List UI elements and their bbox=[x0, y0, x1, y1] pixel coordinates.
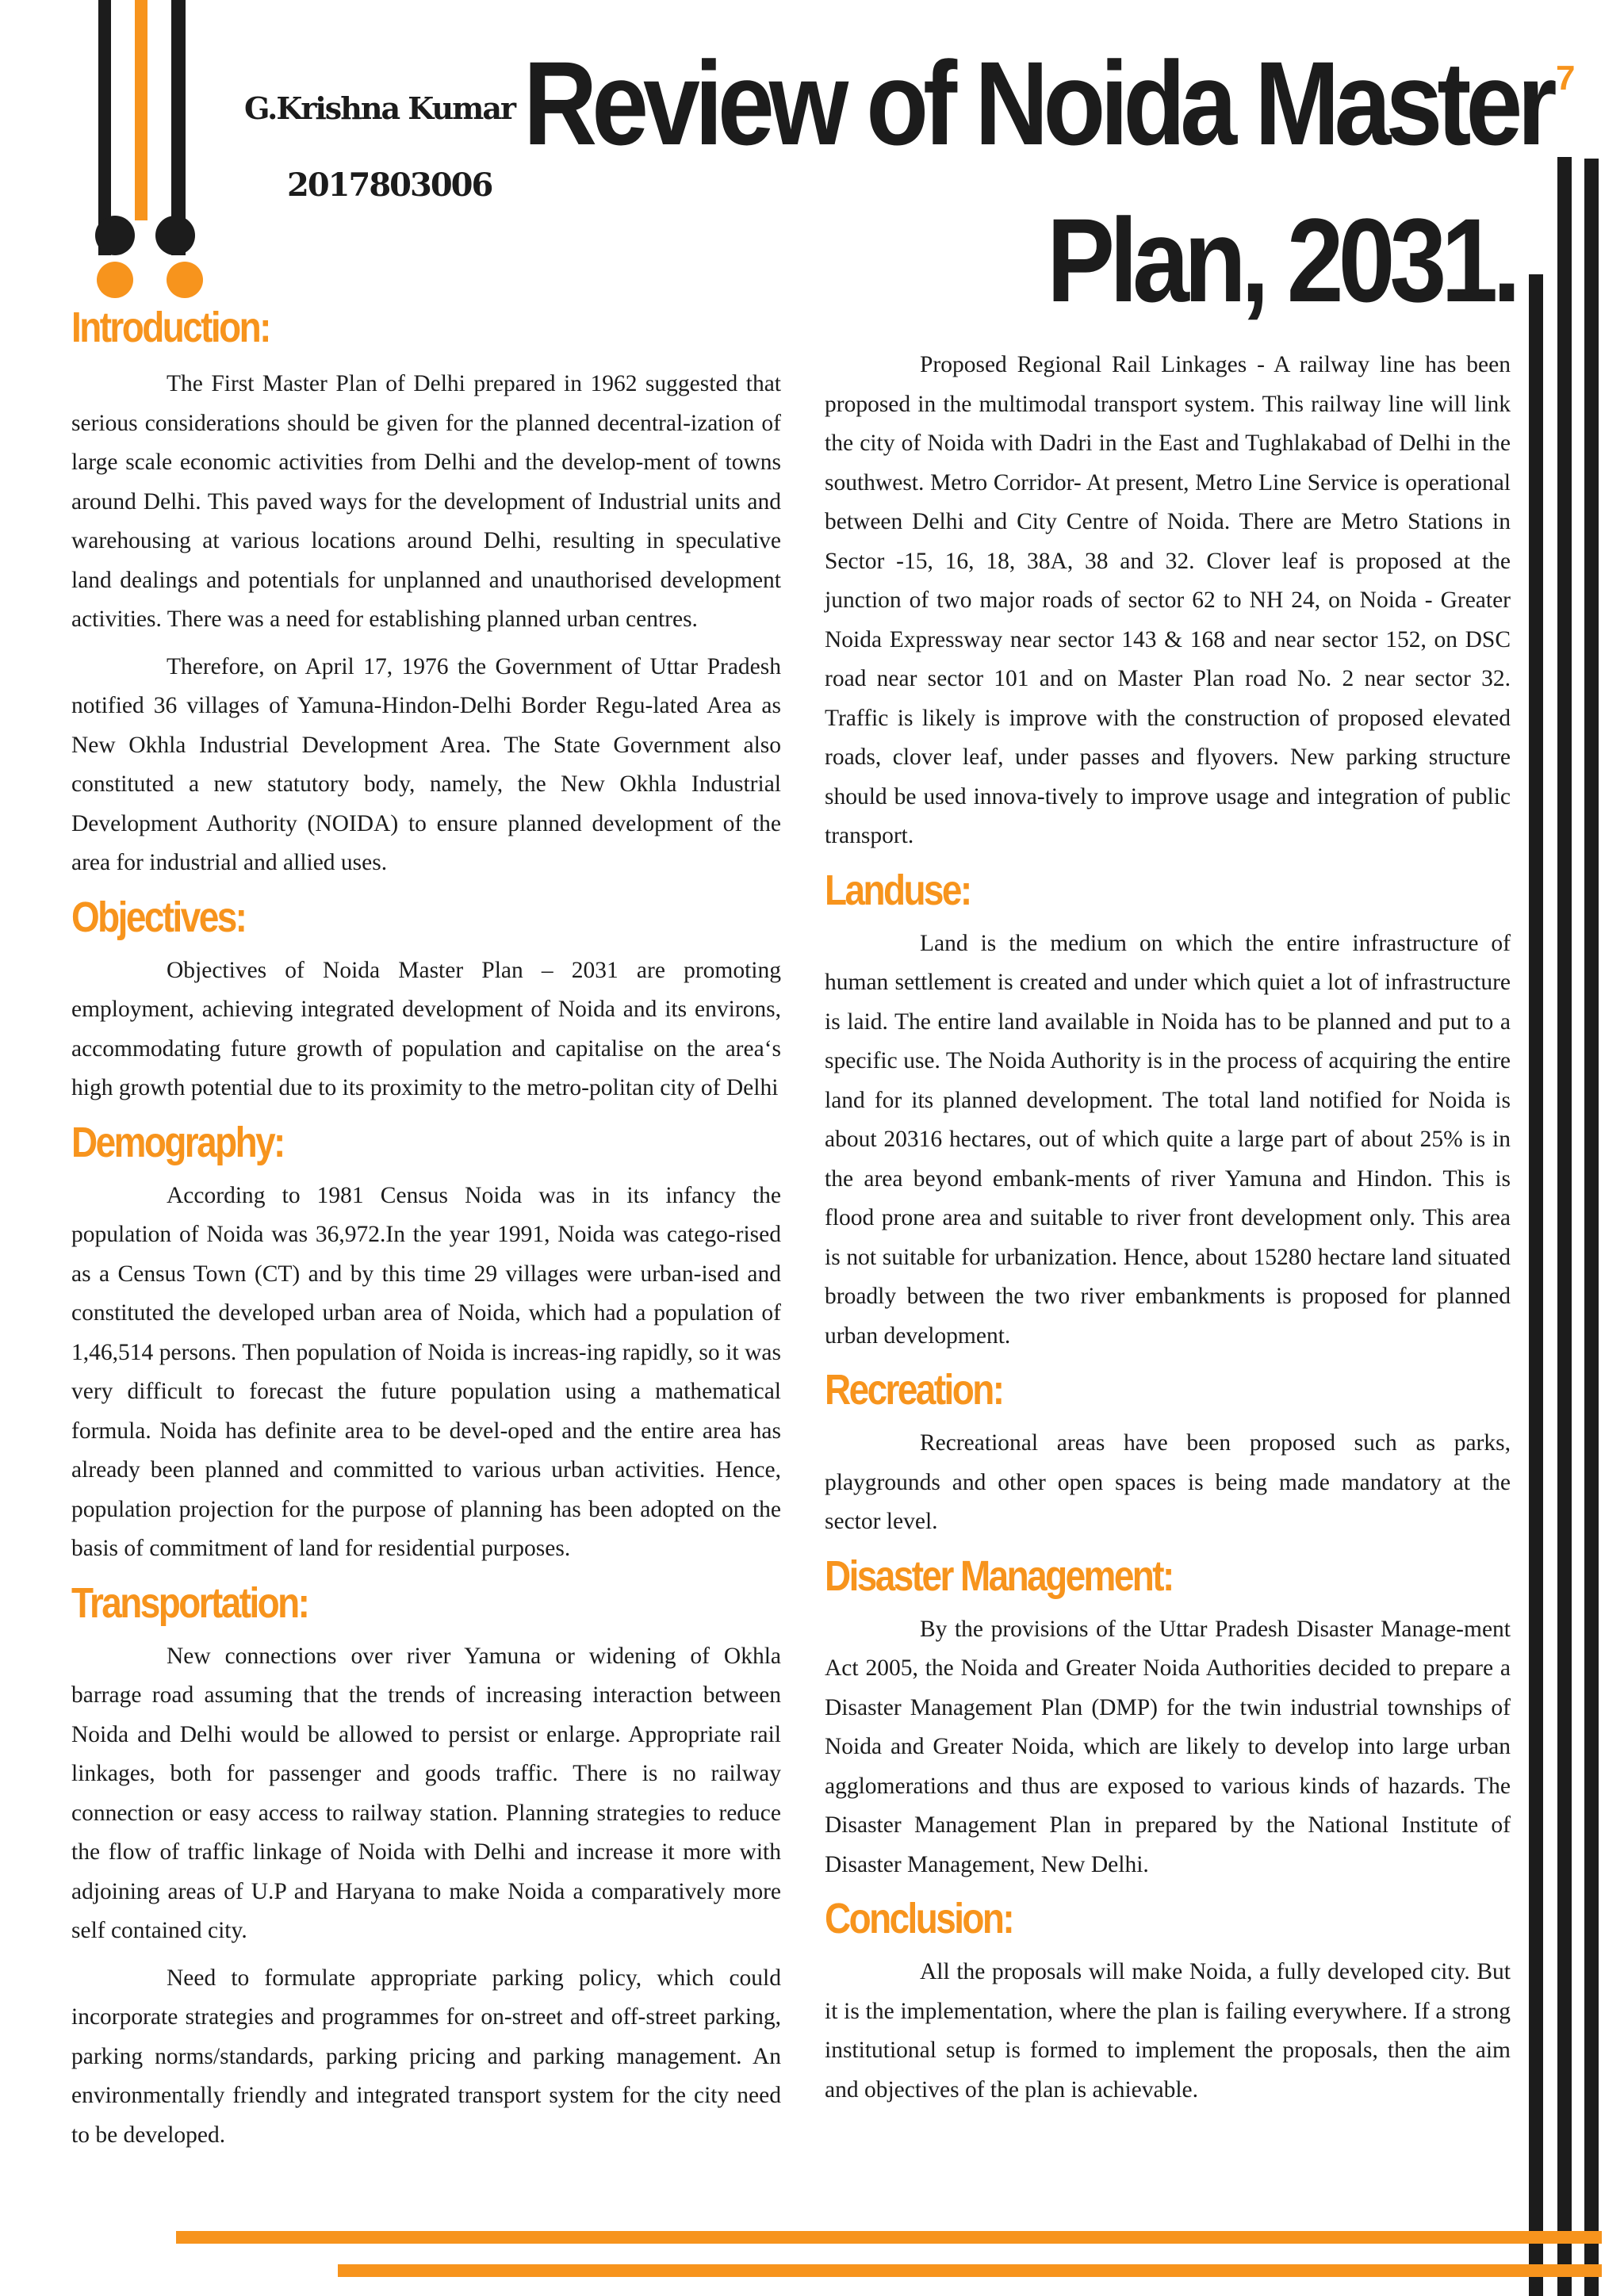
section-introduction bbox=[71, 303, 781, 883]
decor-bar-bottom-2 bbox=[338, 2264, 1602, 2277]
paragraph: Therefore, on April 17, 1976 the Government of Uttar Pradesh notified 36 villages of Yamuna-Hindon-Delhi Border Regu-lated Area as New Okhla Industrial Development Area. The State Government also constituted a new statutory body, namely, the New Okhla Industrial Development Authority (NOIDA) to ensure planned development of the area for industrial and allied uses. bbox=[71, 653, 781, 875]
page-title-line1: Review of Noida Master bbox=[523, 36, 1552, 170]
decor-dot-dark-1 bbox=[95, 216, 135, 255]
left-column bbox=[71, 303, 781, 2164]
section-recreation bbox=[825, 1365, 1511, 1542]
decor-bar-right-3 bbox=[1584, 159, 1599, 2296]
section-heading: Recreation: bbox=[825, 1366, 1003, 1414]
decor-bar-bottom-1 bbox=[176, 2231, 1602, 2244]
section-heading: Conclusion: bbox=[825, 1895, 1013, 1942]
section-heading: Introduction: bbox=[71, 304, 270, 351]
decor-bar-right-2 bbox=[1557, 157, 1572, 2296]
section-heading: Objectives: bbox=[71, 893, 246, 941]
author-id: 2017803006 bbox=[287, 166, 492, 204]
author-name: G.Krishna Kumar bbox=[244, 90, 515, 126]
decor-bar-orange-1 bbox=[135, 0, 147, 220]
paragraph: All the proposals will make Noida, a fully developed city. But it is the implementation, where the plan is failing everywhere. If a strong institutional setup is formed to implement the proposals, then the aim and objectives of the plan is achievable. bbox=[825, 1959, 1511, 2103]
section-disaster-management bbox=[825, 1552, 1511, 1885]
paragraph: The First Master Plan of Delhi prepared in 1962 suggested that serious considerations should be given for the planned decentral-ization of large scale economic activities from Delhi and the develop-ment of towns around Delhi. This paved ways for the development of Industrial units and warehousing at various locations around Delhi, resulting in speculative land dealings and potentials for unplanned and unauthorised development activities. There was a need for establishing planned urban centres. bbox=[71, 371, 781, 632]
paragraph: Land is the medium on which the entire infrastructure of human settlement is created and under which quiet a lot of infrastructure is laid. The entire land available in Noida has to be planned and put to a specific use. The Noida Authority is in the process of acquiring the entire land for its planned development. The total land notified for Noida is about 20316 hectares, out of which quite a large part of about 25% is in the area beyond embank-ments of river Yamuna and Hindon. This is flood prone area and suitable to river front development only. This area is not suitable for urbanization. Hence, about 15280 hectare land situated broadly between the two river embankments is proposed for planned urban development. bbox=[825, 930, 1511, 1349]
section-heading: Landuse: bbox=[825, 866, 971, 914]
decor-dot-orange-1 bbox=[97, 262, 133, 298]
section-heading: Disaster Management: bbox=[825, 1552, 1173, 1600]
section-heading: Demography: bbox=[71, 1118, 284, 1166]
section-transportation bbox=[71, 1578, 781, 2156]
section-conclusion bbox=[825, 1894, 1511, 2110]
paragraph: Objectives of Noida Master Plan – 2031 are promoting employment, achieving integrated development of Noida and its environs, accommodating future growth of population and capitalise on the area‘s high growth potential due to its proximity to the metro-politan city of Delhi bbox=[71, 957, 781, 1100]
page-number: 7 bbox=[1556, 59, 1576, 98]
decor-dot-dark-2 bbox=[155, 216, 195, 255]
section-objectives bbox=[71, 893, 781, 1108]
paragraph: Recreational areas have been proposed such as parks, playgrounds and other open spaces is being made mandatory at the sector level. bbox=[825, 1430, 1511, 1534]
paragraph: New connections over river Yamuna or widening of Okhla barrage road assuming that the trends of increasing interaction between Noida and Delhi would be allowed to persist or enlarge. Appropriate rail linkages, both for passenger and goods traffic. There is no railway connection or easy access to railway station. Planning strategies to reduce the flow of traffic linkage of Noida with Delhi and increase it more with adjoining areas of U.P and Haryana to make Noida a comparatively more self contained city. bbox=[71, 1643, 781, 1943]
page-title-line2: Plan, 2031. bbox=[1047, 193, 1516, 327]
section-demography bbox=[71, 1118, 781, 1569]
section-heading: Transportation: bbox=[71, 1578, 308, 1627]
decor-dot-orange-2 bbox=[167, 262, 203, 298]
paragraph: According to 1981 Census Noida was in its infancy the population of Noida was 36,972.In the year 1991, Noida was catego-rised as a Census Town (CT) and by this time 29 villages were urban-ised and constituted the developed urban area of Noida, which had a population of 1,46,514 persons. Then population of Noida is increas-ing rapidly, so it was very difficult to forecast the future population using a mathematical formula. Noida has definite area to be devel-oped and the entire area has already been planned and committed to various urban activities. Hence, population projection for the purpose of planning has been adopted on the basis of commitment of land for residential purposes. bbox=[71, 1182, 781, 1561]
section-landuse bbox=[825, 866, 1511, 1357]
paragraph: Proposed Regional Rail Linkages - A railway line has been proposed in the multimodal transport system. This railway line will link the city of Noida with Dadri in the East and Tughlakabad of Delhi in the southwest. Metro Corridor- At present, Metro Line Service is operational between Delhi and City Centre of Noida. There are Metro Stations in Sector -15, 16, 18, 38A, 38 and 32. Clover leaf is proposed at the junction of two major roads of sector 62 to NH 24, on Noida - Greater Noida Expressway near sector 143 & 168 and near sector 152, on DSC road near sector 101 and on Master Plan road No. 2 near sector 32. Traffic is likely is improve with the construction of proposed elevated roads, clover leaf, under passes and flyovers. New parking structure should be used innova-tively to improve usage and integration of public transport. bbox=[825, 352, 1511, 848]
section-transport-continued bbox=[825, 346, 1511, 856]
paragraph: Need to formulate appropriate parking policy, which could incorporate strategies and programmes for on-street and off-street parking, parking norms/standards, parking pricing and parking management. An environmentally friendly and integrated transport system for the city need to be developed. bbox=[71, 1965, 781, 2148]
decor-bar-right-1 bbox=[1529, 274, 1543, 2296]
right-column bbox=[825, 346, 1511, 2119]
paragraph: By the provisions of the Uttar Pradesh Disaster Manage-ment Act 2005, the Noida and Greater Noida Authorities decided to prepare a Disaster Management Plan (DMP) for the twin industrial townships of Noida and Greater Noida, which are likely to develop into large urban agglomerations and thus are exposed to various kinds of hazards. The Disaster Management Plan in prepared by the National Institute of Disaster Management, New Delhi. bbox=[825, 1616, 1511, 1877]
